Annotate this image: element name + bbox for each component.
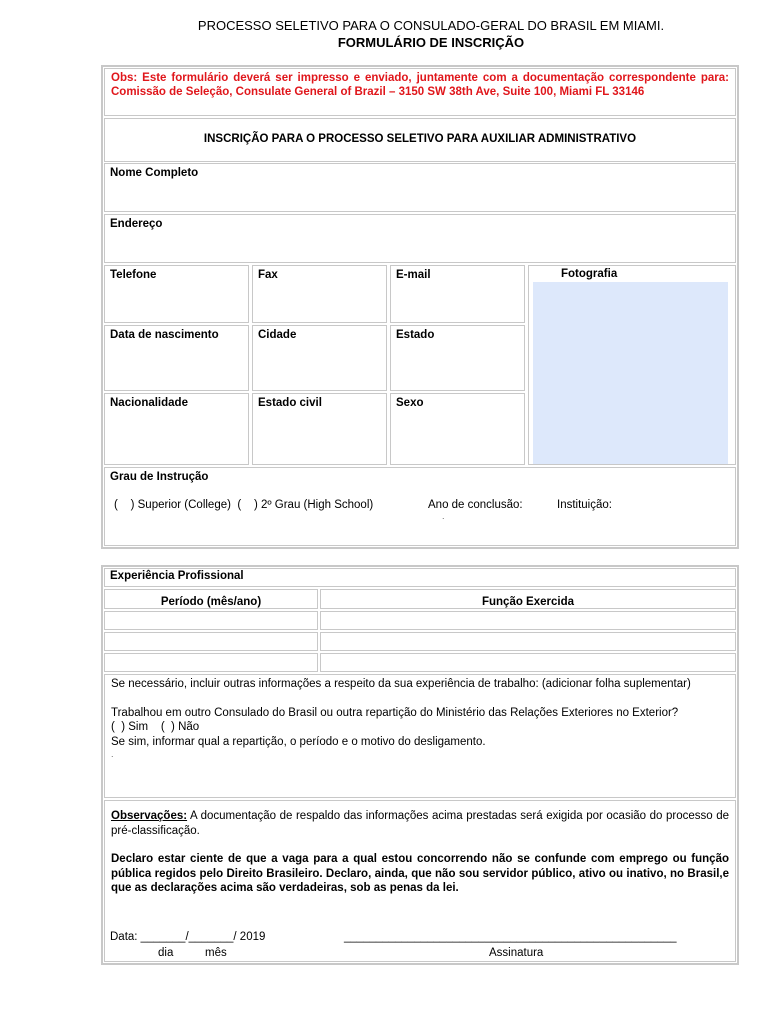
address-label: Endereço <box>110 218 163 230</box>
city-label: Cidade <box>258 329 297 341</box>
form-header-subtitle: FORMULÁRIO DE INSCRIÇÃO <box>337 35 525 50</box>
institution-label: Instituição: <box>557 499 612 511</box>
state-field[interactable] <box>390 325 525 391</box>
observations-label: Observações: <box>111 810 188 822</box>
phone-label: Telefone <box>110 269 157 281</box>
education-dot: . <box>442 511 445 521</box>
experience-notes-box <box>104 674 736 798</box>
observations-text: A documentação de respaldo das informações acima prestadas será exigida por ocasião do processo de pré-classificação. <box>111 810 729 837</box>
education-options[interactable]: ( ) Superior (College) ( ) 2º Grau (High School) <box>114 499 374 511</box>
phone-field[interactable] <box>104 265 249 323</box>
photo-area[interactable] <box>533 282 728 464</box>
observations-box <box>104 800 736 962</box>
experience-period-cell[interactable] <box>104 611 318 630</box>
form-header-title: PROCESSO SELETIVO PARA O CONSULADO-GERAL DO BRASIL EM MIAMI. <box>197 18 665 33</box>
fax-field[interactable] <box>252 265 387 323</box>
full-name-field[interactable] <box>104 163 736 212</box>
experience-period-cell[interactable] <box>104 632 318 651</box>
date-line[interactable]: Data: _______/_______/ 2019 <box>110 931 266 943</box>
fax-label: Fax <box>258 269 278 281</box>
extra-info-text: Se necessário, incluir outras informações a respeito da sua experiência de trabalho: (adicionar folha suplementar) <box>111 678 691 690</box>
notice-text: Obs: Este formulário deverá ser impresso e enviado, juntamente com a documentação correspondente para: Comissão de Seleção, Consulate General of Brazil – 3150 SW 38th Ave, Suite 100, Miami FL 33146 <box>111 72 729 98</box>
declaration-text: Declaro estar ciente de que a vaga para a qual estou concorrendo não se confunde com emprego ou função pública regidos pelo Direito Brasileiro. Declaro, ainda, que não sou servidor público, ativo ou inativo, no Brasil,e que as declarações acima são verdadeiras, sob as penas da lei. <box>111 853 729 894</box>
email-label: E-mail <box>396 269 431 281</box>
education-label: Grau de Instrução <box>110 471 209 483</box>
consulate-options[interactable]: ( ) Sim ( ) Não <box>111 721 200 733</box>
full-name-label: Nome Completo <box>110 167 199 179</box>
city-field[interactable] <box>252 325 387 391</box>
nationality-label: Nacionalidade <box>110 397 188 409</box>
graduation-year-label: Ano de conclusão: <box>428 499 523 511</box>
email-field[interactable] <box>390 265 525 323</box>
marital-status-label: Estado civil <box>258 397 322 409</box>
nationality-field[interactable] <box>104 393 249 465</box>
photo-box <box>528 265 736 465</box>
function-header-label: Função Exercida <box>481 596 575 608</box>
observations-paragraph <box>111 809 729 838</box>
period-header-label: Período (mês/ano) <box>160 596 262 608</box>
experience-period-cell[interactable] <box>104 653 318 672</box>
photo-label: Fotografia <box>561 268 618 280</box>
sex-label: Sexo <box>396 397 424 409</box>
consulate-question: Trabalhou em outro Consulado do Brasil ou outra repartição do Ministério das Relações Exteriores no Exterior? <box>111 706 679 719</box>
experience-title: Experiência Profissional <box>110 570 244 582</box>
date-month-label: mês <box>205 947 227 959</box>
experience-function-cell[interactable] <box>320 611 736 630</box>
section-title: INSCRIÇÃO PARA O PROCESSO SELETIVO PARA AUXILIAR ADMINISTRATIVO <box>203 133 637 145</box>
signature-line[interactable]: ____________________________________________________ <box>344 931 677 943</box>
state-label: Estado <box>396 329 435 341</box>
experience-title-box <box>104 568 736 587</box>
experience-function-cell[interactable] <box>320 653 736 672</box>
education-box <box>104 467 736 546</box>
if-yes-text: Se sim, informar qual a repartição, o período e o motivo do desligamento. <box>111 735 486 748</box>
experience-dot: . <box>111 749 114 759</box>
date-day-label: dia <box>158 947 174 959</box>
section-title-box <box>104 118 736 162</box>
birthdate-field[interactable] <box>104 325 249 391</box>
sex-field[interactable] <box>390 393 525 465</box>
experience-function-cell[interactable] <box>320 632 736 651</box>
birthdate-label: Data de nascimento <box>110 329 219 341</box>
marital-status-field[interactable] <box>252 393 387 465</box>
signature-label: Assinatura <box>489 947 544 959</box>
notice-box <box>104 68 736 116</box>
period-column-header <box>104 589 318 609</box>
address-field[interactable] <box>104 214 736 263</box>
function-column-header <box>320 589 736 609</box>
